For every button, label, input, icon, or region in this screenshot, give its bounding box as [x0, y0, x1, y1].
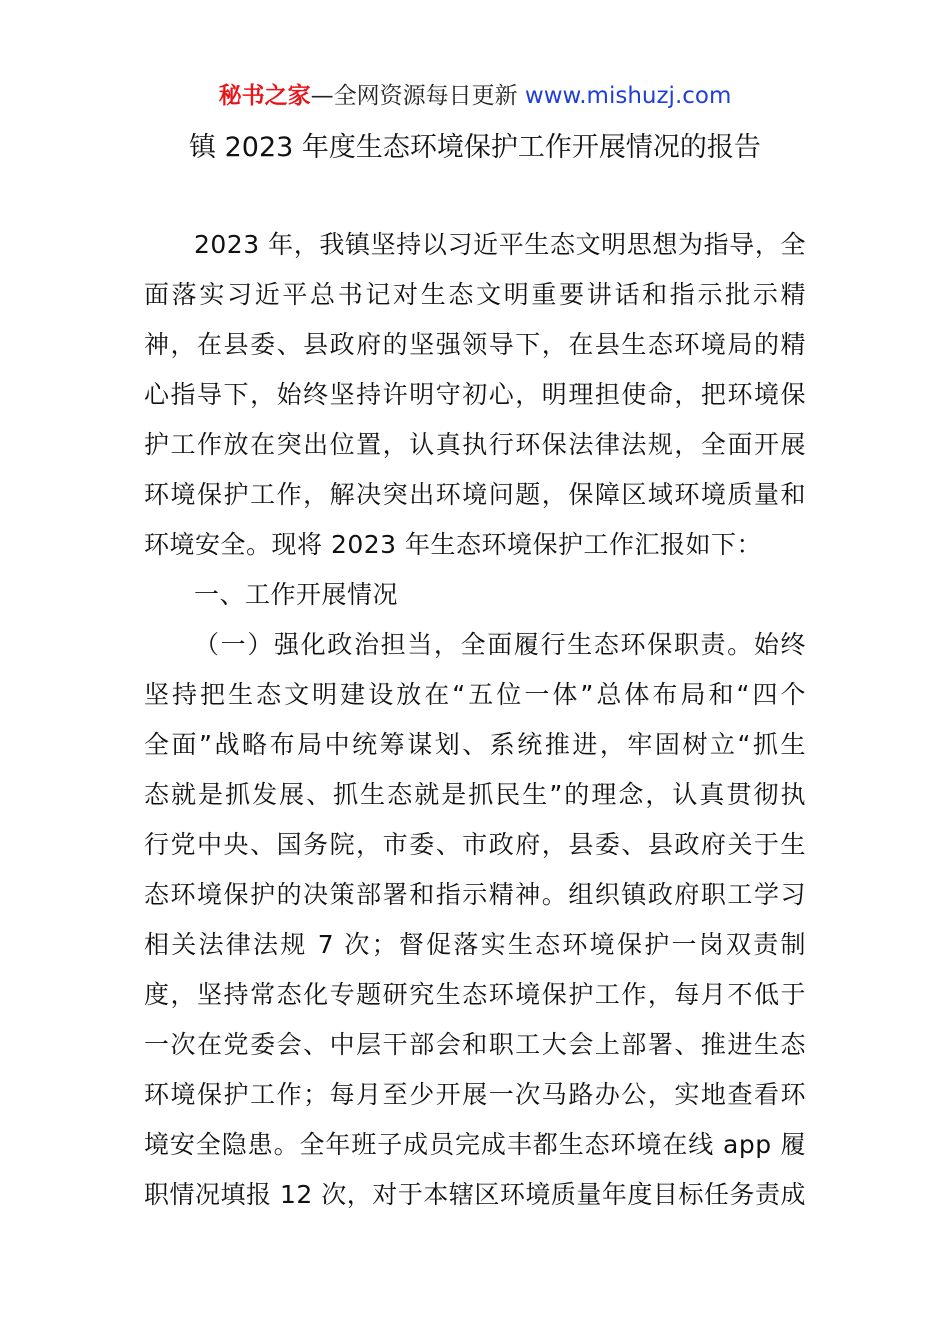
paragraph-line: 行党中央、国务院，市委、市政府，县委、县政府关于生 — [144, 830, 806, 859]
paragraph-line: 心指导下，始终坚持许明守初心，明理担使命，把环境保 — [144, 380, 806, 409]
paragraph-line: 境安全隐患。全年班子成员完成丰都生态环境在线 app 履 — [144, 1130, 806, 1159]
paragraph-line: 坚持把生态文明建设放在“五位一体”总体布局和“四个 — [144, 680, 806, 709]
brand-name: 秘书之家 — [218, 83, 311, 109]
paragraph-line: 护工作放在突出位置，认真执行环保法律法规，全面开展 — [144, 430, 806, 459]
paragraph-line: 职情况填报 12 次，对于本辖区环境质量年度目标任务责成 — [144, 1180, 806, 1209]
document-title: 镇 2023 年度生态环境保护工作开展情况的报告 — [189, 132, 761, 163]
paragraph-line: 环境安全。现将 2023 年生态环境保护工作汇报如下： — [144, 530, 763, 559]
paragraph-line: 态就是抓发展、抓生态就是抓民生”的理念，认真贯彻执 — [144, 780, 806, 809]
paragraph-line: 相关法律法规 7 次；督促落实生态环境保护一岗双责制 — [144, 930, 806, 959]
paragraph-line: 一次在党委会、中层干部会和职工大会上部署、推进生态 — [144, 1030, 806, 1059]
paragraph-line: 环境保护工作；每月至少开展一次马路办公，实地查看环 — [144, 1080, 806, 1109]
site-slogan: —全网资源每日更新 — [310, 83, 525, 109]
paragraph-line: 面落实习近平总书记对生态文明重要讲话和指示批示精 — [144, 280, 806, 309]
paragraph-line: 度，坚持常态化专题研究生态环境保护工作，每月不低于 — [144, 980, 806, 1009]
site-header — [0, 78, 950, 114]
paragraph-line: 环境保护工作，解决突出环境问题，保障区域环境质量和 — [144, 480, 806, 509]
paragraph-line: 态环境保护的决策部署和指示精神。组织镇政府职工学习 — [144, 880, 806, 909]
section-heading: 一、工作开展情况 — [194, 580, 399, 609]
paragraph-line: 神，在县委、县政府的坚强领导下，在县生态环境局的精 — [144, 330, 806, 359]
paragraph-line: 全面”战略布局中统筹谋划、系统推进，牢固树立“抓生 — [144, 730, 806, 759]
paragraph-line: 2023 年，我镇坚持以习近平生态文明思想为指导，全 — [194, 230, 806, 259]
paragraph-line: （一）强化政治担当，全面履行生态环保职责。始终 — [194, 630, 806, 659]
site-url-link[interactable]: www.mishuzj.com — [524, 83, 732, 109]
